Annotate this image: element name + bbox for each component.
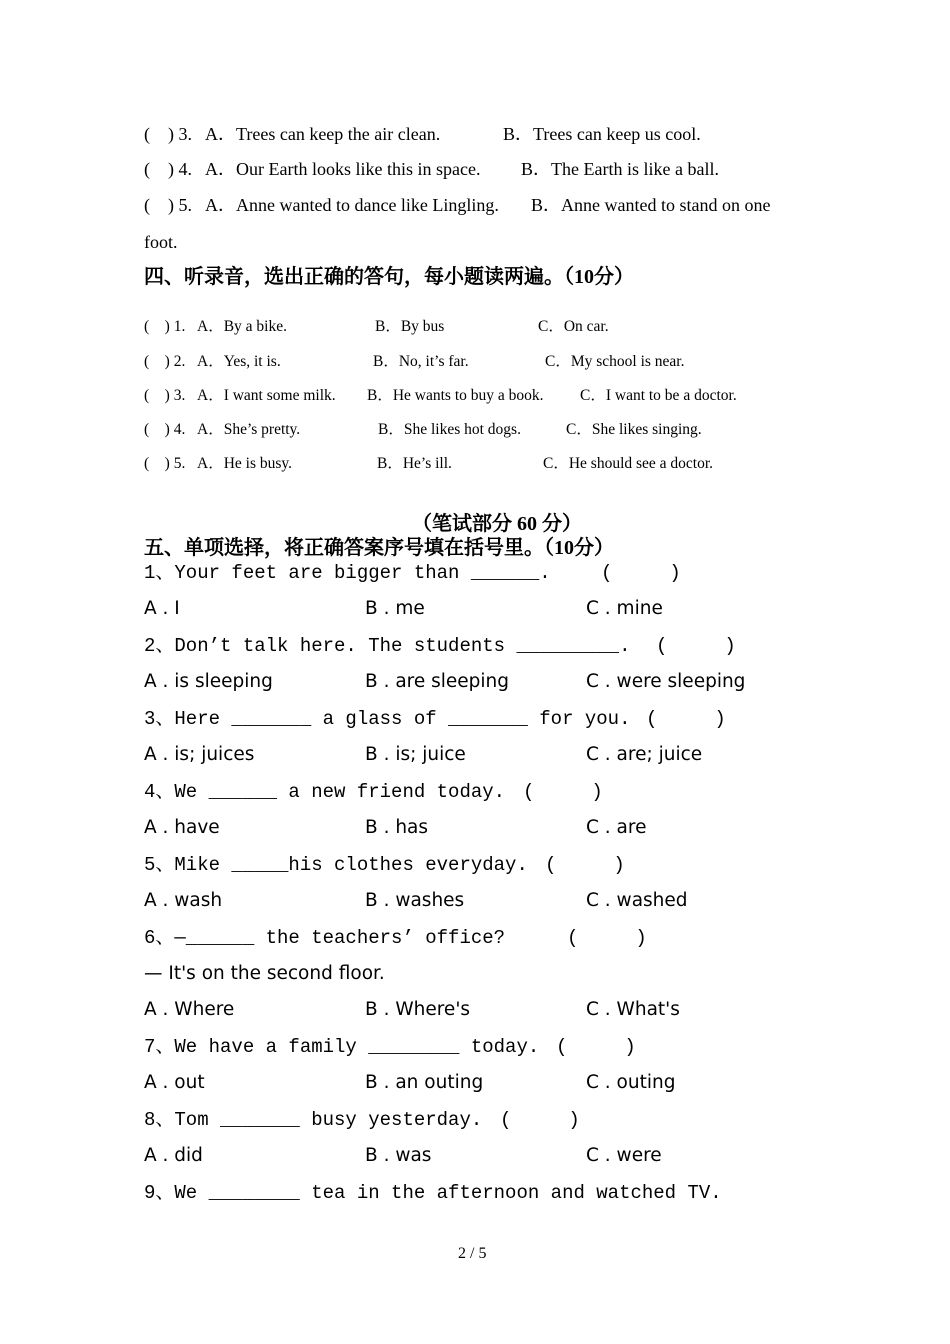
q5-stem [0, 852, 950, 882]
section4-heading-text: 四、听录音，选出正确的答句，每小题读两遍。（10分） [144, 266, 634, 288]
q5-option-c: C . washed [586, 890, 688, 911]
q7-text: 7、We have a family ________ today. [144, 1036, 540, 1058]
written-part-title-text: （笔试部分 60 分） [412, 513, 582, 535]
section4-heading [0, 263, 950, 293]
s3-item-5-wrap-text: foot. [144, 232, 178, 252]
q5-option-b: B . washes [365, 890, 465, 911]
q7-option-b: B . an outing [365, 1072, 484, 1093]
q5-option-a: A . wash [144, 890, 223, 911]
s4-item-5 [0, 453, 950, 483]
q9-stem [0, 1180, 950, 1210]
q4-answer-paren: ( ) [523, 781, 603, 803]
s3-item-4-option-a: A．Our Earth looks like this in space. [205, 159, 481, 179]
q3-text: 3、Here _______ a glass of _______ for you. [144, 708, 631, 730]
s4-item-3-option-c: C．I want to be a doctor. [580, 387, 737, 404]
q7-answer-paren: ( ) [556, 1036, 636, 1058]
s3-item-4-option-b: B．The Earth is like a ball. [521, 159, 719, 179]
section5-heading-text: 五、单项选择，将正确答案序号填在括号里。（10分） [144, 537, 614, 559]
s3-item-5-number: ( ) 5. [144, 195, 192, 215]
s4-item-2-option-c: C．My school is near. [545, 353, 685, 370]
q2-option-a: A . is sleeping [144, 671, 273, 692]
s3-item-4 [0, 156, 950, 186]
q8-option-b: B . was [365, 1145, 432, 1166]
q8-text: 8、Tom _______ busy yesterday. [144, 1109, 483, 1131]
s4-item-2 [0, 351, 950, 381]
s4-item-5-option-a: A．He is busy. [197, 455, 293, 472]
q6-reply [0, 961, 950, 991]
s4-item-1-option-a: A．By a bike. [197, 318, 287, 335]
s3-item-3-option-b: B．Trees can keep us cool. [503, 124, 701, 144]
s4-item-4-option-b: B．She likes hot dogs. [378, 421, 521, 438]
q9-text: 9、We ________ tea in the afternoon and watched TV. [144, 1182, 722, 1204]
q4-text: 4、We ______ a new friend today. [144, 781, 506, 803]
s4-item-1-number: ( ) 1. [144, 318, 186, 335]
q1-answer-paren: ( ) [601, 562, 681, 584]
q5-answer-paren: ( ) [545, 854, 625, 876]
s4-item-1 [0, 316, 950, 346]
s4-item-3 [0, 385, 950, 415]
s4-item-5-number: ( ) 5. [144, 455, 186, 472]
q4-options [0, 815, 950, 845]
q4-option-a: A . have [144, 817, 220, 838]
s4-item-2-number: ( ) 2. [144, 353, 186, 370]
q4-stem [0, 779, 950, 809]
q1-option-c: C . mine [586, 598, 663, 619]
q3-answer-paren: ( ) [646, 708, 726, 730]
q6-text: 6、—______ the teachers’ office? [144, 927, 506, 949]
q3-stem [0, 706, 950, 736]
q3-options [0, 742, 950, 772]
s4-item-2-option-a: A．Yes, it is. [197, 353, 281, 370]
q5-options [0, 888, 950, 918]
s4-item-3-number: ( ) 3. [144, 387, 186, 404]
s4-item-4-option-a: A．She’s pretty. [197, 421, 301, 438]
s4-item-4-number: ( ) 4. [144, 421, 186, 438]
q2-option-c: C . were sleeping [586, 671, 746, 692]
q4-option-b: B . has [365, 817, 429, 838]
s3-item-4-number: ( ) 4. [144, 159, 192, 179]
q7-stem [0, 1034, 950, 1064]
q6-options [0, 997, 950, 1027]
q3-option-a: A . is; juices [144, 744, 255, 765]
s3-item-3-option-a: A．Trees can keep the air clean. [205, 124, 441, 144]
s3-item-5-option-a: A．Anne wanted to dance like Lingling. [205, 195, 499, 215]
q6-option-b: B . Where's [365, 999, 471, 1020]
q5-text: 5、Mike _____his clothes everyday. [144, 854, 528, 876]
q1-options [0, 596, 950, 626]
q3-option-b: B . is; juice [365, 744, 466, 765]
q8-options [0, 1143, 950, 1173]
q7-option-c: C . outing [586, 1072, 676, 1093]
q2-option-b: B . are sleeping [365, 671, 510, 692]
q8-stem [0, 1107, 950, 1137]
s4-item-1-option-c: C．On car. [538, 318, 609, 335]
s3-item-3 [0, 121, 950, 151]
s4-item-3-option-a: A．I want some milk. [197, 387, 336, 404]
s4-item-5-option-b: B．He’s ill. [377, 455, 452, 472]
q2-text: 2、Don’t talk here. The students _________. [144, 635, 631, 657]
s3-item-5-option-b: B．Anne wanted to stand on one [531, 195, 771, 215]
q1-text: 1、Your feet are bigger than ______. [144, 562, 551, 584]
q8-option-c: C . were [586, 1145, 662, 1166]
s4-item-2-option-b: B．No, it’s far. [373, 353, 469, 370]
q8-option-a: A . did [144, 1145, 203, 1166]
q6-answer-paren: ( ) [567, 927, 647, 949]
q1-stem [0, 560, 950, 590]
q8-answer-paren: ( ) [500, 1109, 580, 1131]
s4-item-3-option-b: B．He wants to buy a book. [367, 387, 544, 404]
q6-reply-text: — It's on the second floor. [144, 963, 385, 984]
s3-item-5 [0, 192, 950, 222]
s4-item-4-option-c: C．She likes singing. [566, 421, 702, 438]
q7-options [0, 1070, 950, 1100]
q2-answer-paren: ( ) [656, 635, 736, 657]
q2-options [0, 669, 950, 699]
s3-item-5-wrap [0, 229, 950, 259]
q3-option-c: C . are; juice [586, 744, 703, 765]
q1-option-a: A . I [144, 598, 180, 619]
q1-option-b: B . me [365, 598, 425, 619]
s4-item-5-option-c: C．He should see a doctor. [543, 455, 714, 472]
page-number: 2 / 5 [458, 1245, 487, 1262]
q6-stem [0, 925, 950, 955]
q6-option-a: A . Where [144, 999, 235, 1020]
s4-item-4 [0, 419, 950, 449]
page-footer [0, 1243, 950, 1273]
q4-option-c: C . are [586, 817, 647, 838]
s4-item-1-option-b: B．By bus [375, 318, 445, 335]
q7-option-a: A . out [144, 1072, 205, 1093]
s3-item-3-number: ( ) 3. [144, 124, 192, 144]
q6-option-c: C . What's [586, 999, 680, 1020]
q2-stem [0, 633, 950, 663]
